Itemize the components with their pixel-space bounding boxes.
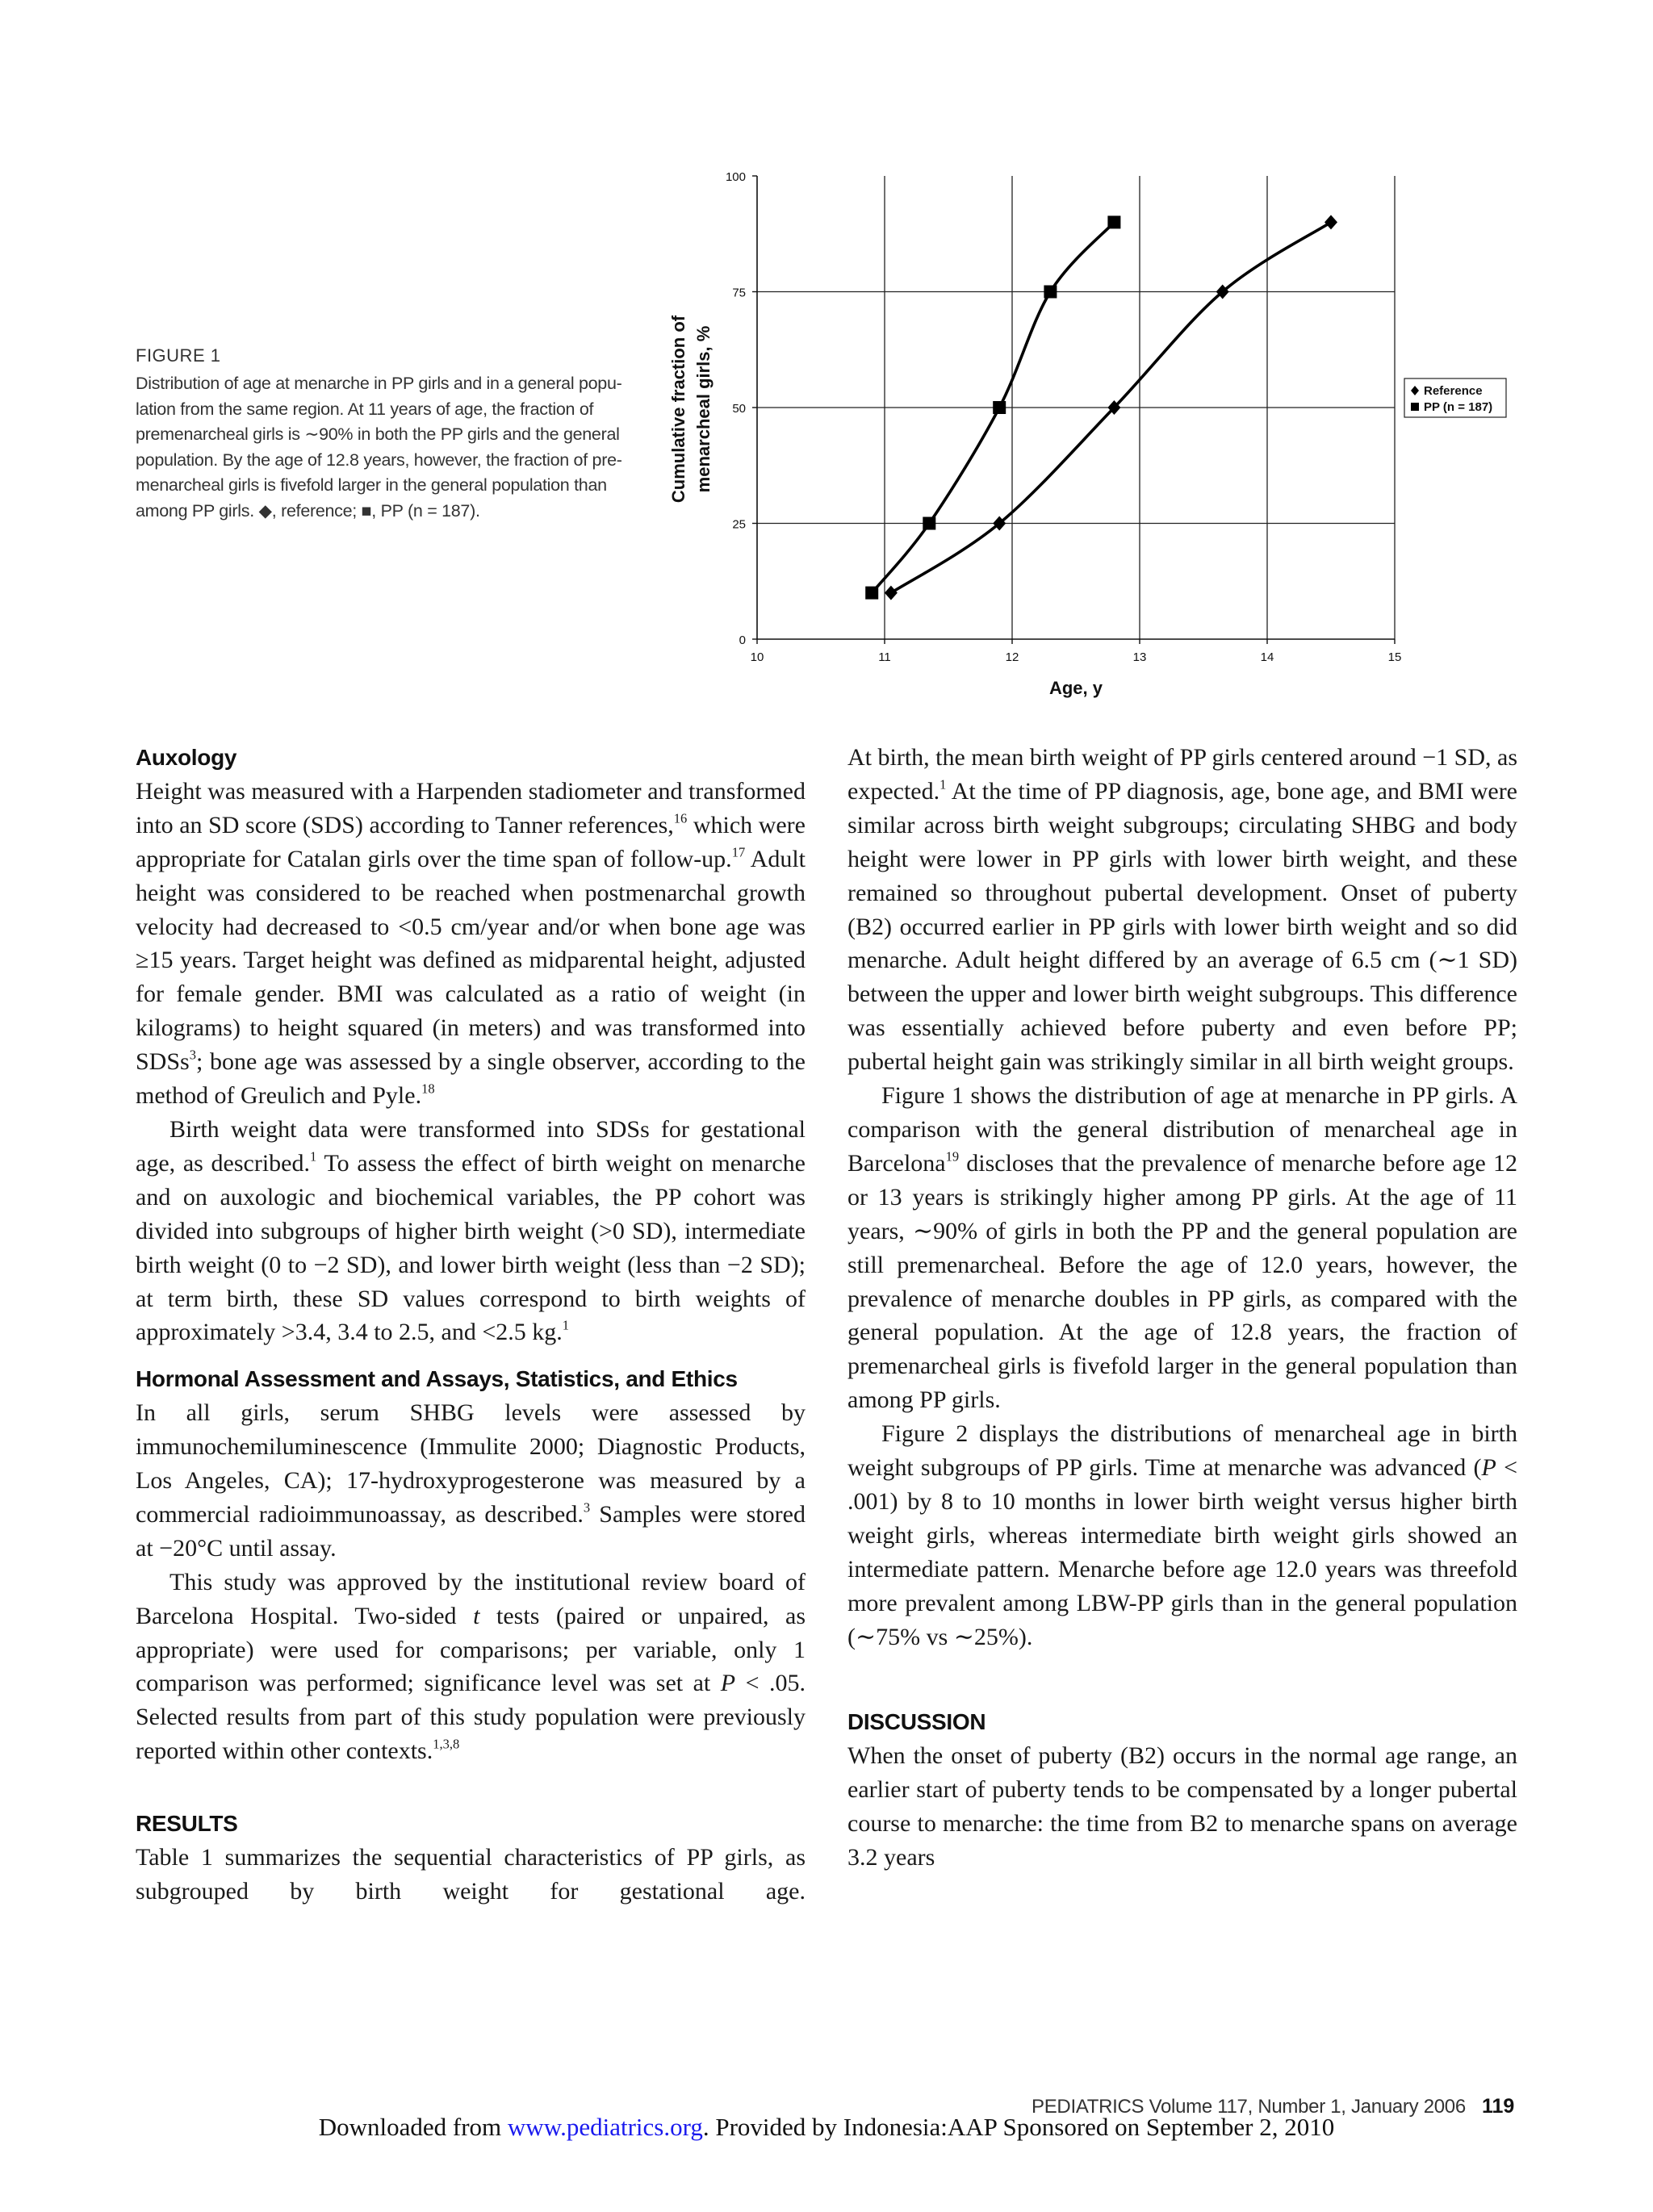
x-tick-label: 11 xyxy=(878,650,891,664)
chart-grid xyxy=(757,176,1395,639)
chart-legend xyxy=(1404,378,1506,417)
citation: 3 xyxy=(583,1499,591,1516)
citation: 18 xyxy=(421,1081,435,1097)
caption-line: lation from the same region. At 11 years of age, the fraction of xyxy=(136,399,594,419)
reference-data-point xyxy=(885,586,898,600)
x-tick-label: 14 xyxy=(1260,650,1274,664)
download-suffix: . Provided by Indonesia:AAP Sponsored on September 2, 2010 xyxy=(702,2113,1335,2141)
pp-data-point xyxy=(923,517,935,530)
citation: 1,3,8 xyxy=(433,1736,460,1752)
paragraph: Birth weight data were transformed into SDSs for gestational age, as described.$^1$ To assess the effect of birth weight on menarche and on auxologic and biochemical variables, the PP cohort was divided into subgroups of higher birth weight (>0 SD), intermediate birth weight (0 to −2 SD), and lower birth weight (less than −2 SD); at term birth, these SD values correspond to birth weights of approximately >3.4, 3.4 to 2.5, and <2.5 kg.$^1$ xyxy=(136,1115,806,1346)
text-column-right xyxy=(847,741,1517,1875)
legend-label: PP (n = 187) xyxy=(1424,400,1493,414)
paragraph: Figure 2 displays the distributions of menarcheal age in birth weight subgroups of PP girls. Time at menarche was advanced (P < .001) by 8 to 10 months in lower birth weight versus higher birth weight girls, whereas intermediate birth weight girls showed an intermediate pattern. Menarche before age 12.0 years was threefold more prevalent among LBW-PP girls than in the general population (∼75% vs ∼25%). xyxy=(847,1420,1518,1650)
pp-data-point xyxy=(1107,215,1120,228)
legend-square-icon xyxy=(1411,403,1419,411)
paragraph: Figure 1 shows the distribution of age at menarche in PP girls. A comparison with the general distribution of menarcheal age in Barcelona$^{19}$ discloses that the prevalence of menarche before age 12 or 13 years is strikingly higher among PP girls. At the age of 11 years, ∼90% of girls in both the PP and the general population are still premenarcheal. Before the age of 12.0 years, however, the prevalence of menarche doubles in PP girls, as compared with the general population. At the age of 12.8 years, the fraction of premenarcheal girls is fivefold larger in the general population than among PP girls. xyxy=(847,1082,1517,1414)
paragraph: When the onset of puberty (B2) occurs in the normal age range, an earlier start of puberty tends to be compensated by a longer pubertal course to menarche: the time from B2 to menarche spans on average 3.2 years xyxy=(847,1742,1517,1871)
paragraph: Height was measured with a Harpenden stadiometer and transformed into an SD score (SDS) according to Tanner references,$^{16}$ which were appropriate for Catalan girls over the time span of follow-up.$^{17}$ Adult height was considered to be reached when postmenarchal growth velocity had decreased to <0.5 cm/year and/or when bone age was ≥15 years. Target height was defined as midparental height, adjusted for female gender. BMI was calculated as a ratio of weight (in kilograms) to height squared (in meters) and was transformed into SDSs$^3$; bone age was assessed by a single observer, according to the method of Greulich and Pyle.$^{18}$ xyxy=(136,777,806,1110)
x-tick-label: 10 xyxy=(750,650,764,664)
citation: 1 xyxy=(310,1148,317,1165)
download-notice xyxy=(0,2113,1653,2142)
y-axis-label: Cumulative fraction of xyxy=(668,315,688,504)
citation: 19 xyxy=(945,1148,960,1165)
section-heading-auxology: Auxology xyxy=(136,745,237,770)
section-heading-hormonal: Hormonal Assessment and Assays, Statistics, and Ethics xyxy=(136,1366,738,1392)
y-tick-label: 100 xyxy=(725,170,746,184)
figure-caption-text xyxy=(136,371,642,524)
figure-caption xyxy=(136,345,642,524)
chart-labels xyxy=(668,170,1401,698)
x-tick-label: 13 xyxy=(1132,650,1147,664)
menarche-chart xyxy=(662,153,1517,718)
section-heading-discussion: DISCUSSION xyxy=(847,1709,986,1735)
paragraph: In all girls, serum SHBG levels were assessed by immunochemiluminescence (Immulite 2000; Diagnostic Products, Los Angeles, CA); 17-hydroxyprogesterone was measured by a commercial radioimmunoassay, as described.$^3$ Samples were stored at −20°C until assay. xyxy=(136,1399,806,1562)
citation: 16 xyxy=(673,810,688,826)
download-link[interactable]: www.pediatrics.org xyxy=(507,2113,703,2141)
citation: 3 xyxy=(189,1047,196,1063)
x-axis-label: Age, y xyxy=(1048,678,1103,698)
paragraph: This study was approved by the institutional review board of Barcelona Hospital. Two-sided t tests (paired or unpaired, as appropriate) were used for comparisons; per variable, only 1 comparison was performed; significance level was set at P < .05. Selected results from part of this study population were previously reported within other contexts.$^{1,3,8}$ xyxy=(136,1568,806,1765)
caption-line: population. By the age of 12.8 years, however, the fraction of pre- xyxy=(136,450,622,470)
x-tick-label: 15 xyxy=(1387,650,1402,664)
y-tick-label: 50 xyxy=(732,402,746,416)
page-number: 119 xyxy=(1482,2095,1515,2118)
legend-label: Reference xyxy=(1424,384,1483,398)
figure-label: FIGURE 1 xyxy=(136,345,221,366)
y-tick-label: 0 xyxy=(739,633,746,647)
pp-data-point xyxy=(865,587,878,600)
caption-line: among PP girls. ◆, reference; ■, PP (n = 187). xyxy=(136,500,480,521)
y-tick-label: 75 xyxy=(732,286,746,300)
chart-axes xyxy=(752,176,1395,644)
y-axis-label: menarcheal girls, % xyxy=(693,325,714,493)
caption-line: menarcheal girls is fivefold larger in the general population than xyxy=(136,475,607,495)
section-heading-results: RESULTS xyxy=(136,1811,238,1837)
journal-footer: PEDIATRICS Volume 117, Number 1, January 2006 xyxy=(1032,2096,1466,2118)
paragraph-results-start: Table 1 summarizes the sequential characteristics of PP girls, as subgrouped by birth weight for gestational age. xyxy=(136,1844,806,1905)
download-prefix: Downloaded from xyxy=(318,2113,508,2141)
caption-line: premenarcheal girls is ∼90% in both the PP girls and the general xyxy=(136,424,620,444)
text-column-left xyxy=(136,741,806,1909)
caption-line: Distribution of age at menarche in PP girls and in a general popu- xyxy=(136,374,622,393)
citation: 1 xyxy=(939,776,947,792)
y-tick-label: 25 xyxy=(732,517,746,532)
citation: 1 xyxy=(562,1318,570,1334)
citation: 17 xyxy=(731,844,746,860)
paragraph-results-continued: At birth, the mean birth weight of PP girls centered around −1 SD, as expected.$^1$ At the time of PP diagnosis, age, bone age, and BMI were similar across birth weight subgroups; circulating SHBG and body height were lower in PP girls with lower birth weight, and these remained so throughout pubertal development. Onset of puberty (B2) occurred earlier in PP girls with lower birth weight and so did menarche. Adult height differed by an average of 6.5 cm (∼1 SD) between the upper and lower birth weight subgroups. This difference was essentially achieved before puberty and even before PP; pubertal height gain was strikingly similar in all birth weight groups. xyxy=(847,744,1517,1076)
pp-data-point xyxy=(1044,286,1057,299)
x-tick-label: 12 xyxy=(1005,650,1019,664)
reference-data-point xyxy=(1324,215,1337,229)
pp-data-point xyxy=(993,401,1006,414)
